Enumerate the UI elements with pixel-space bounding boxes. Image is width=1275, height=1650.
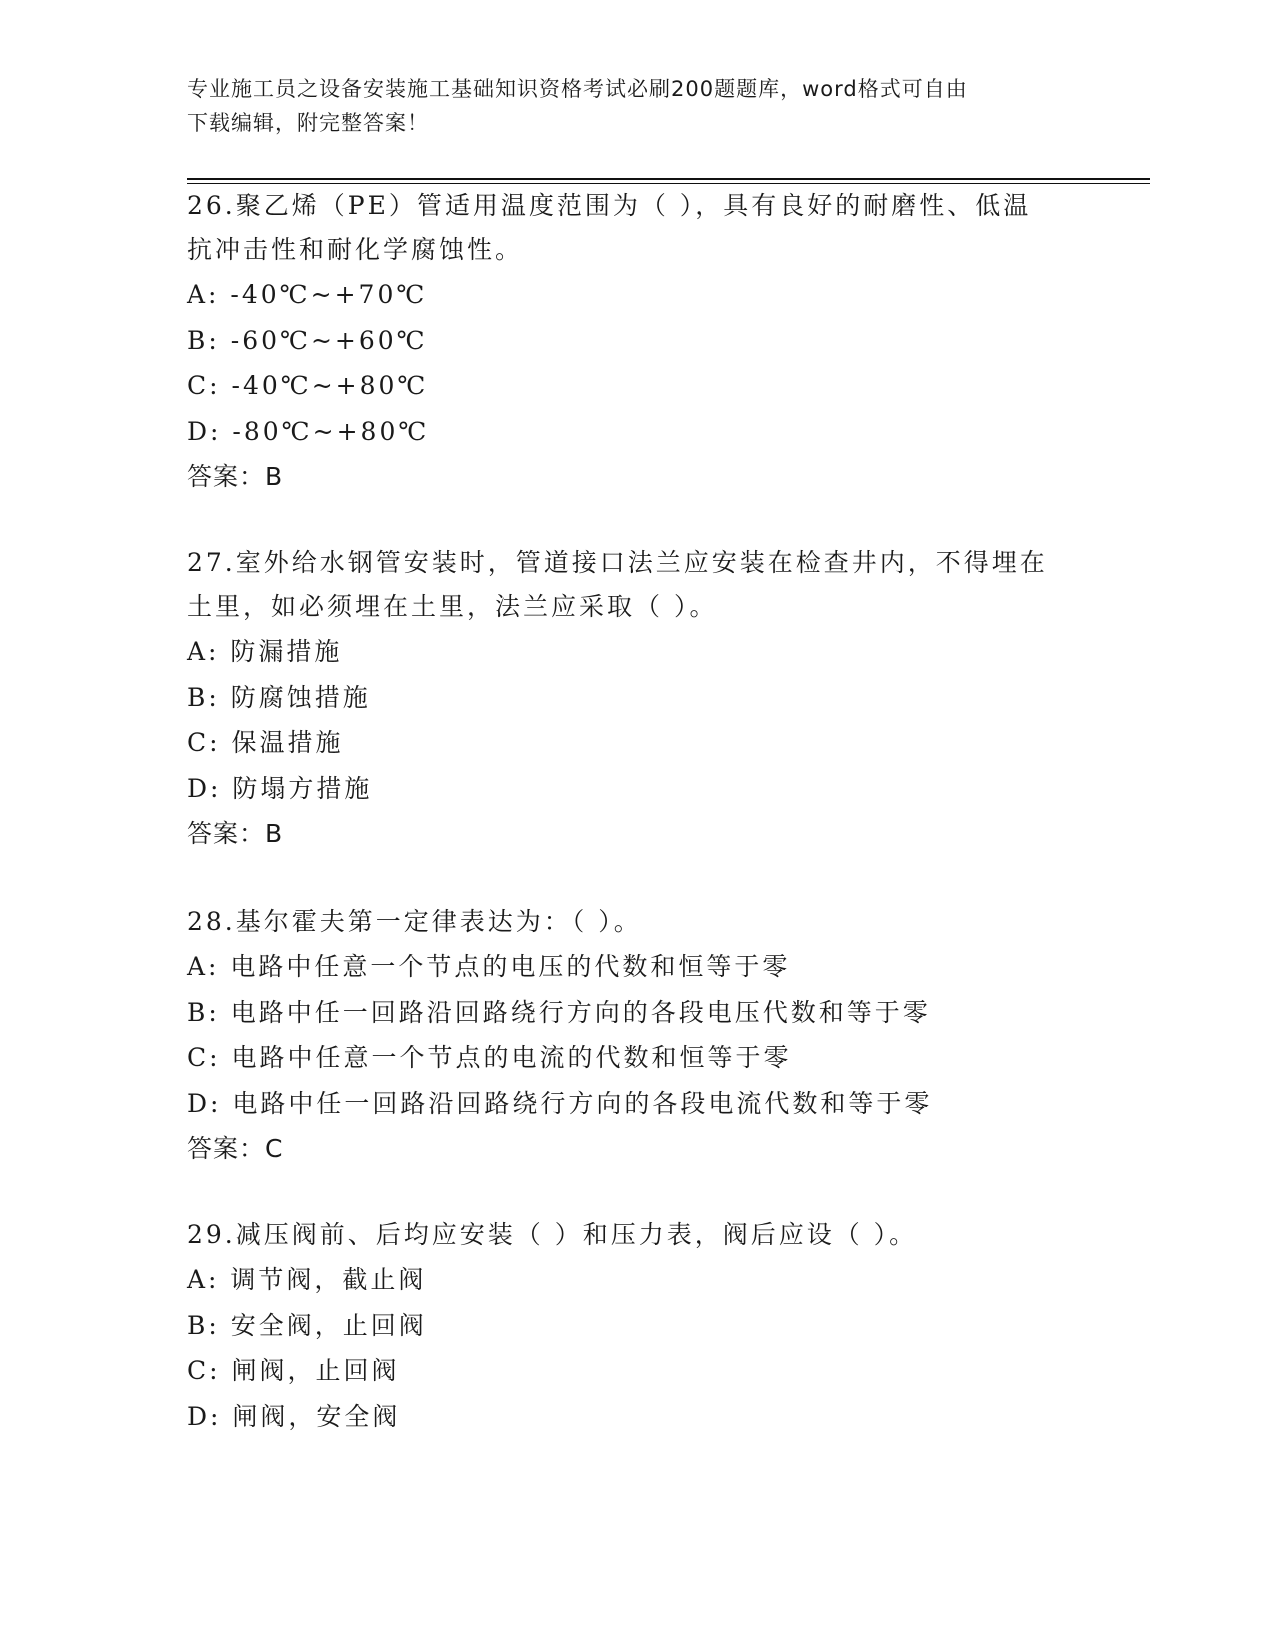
option-b: B: 安全阀，止回阀	[187, 1310, 427, 1340]
header-line-1: 专业施工员之设备安装施工基础知识资格考试必刷200题题库，word格式可自由	[187, 77, 968, 101]
answer-label: 答案：B	[187, 462, 284, 491]
option-d: D: 防塌方措施	[187, 773, 373, 803]
question-stem-line: 28.基尔霍夫第一定律表达为：（ ）。	[187, 907, 642, 936]
option-c: C: 闸阀，止回阀	[187, 1356, 400, 1385]
option-d: D: 闸阀，安全阀	[187, 1401, 401, 1431]
header-divider-top	[187, 178, 1150, 180]
option-a: A: -40℃~+70℃	[187, 280, 428, 309]
question-stem-line: 抗冲击性和耐化学腐蚀性。	[187, 235, 524, 264]
option-d: D: 电路中任一回路沿回路绕行方向的各段电流代数和等于零	[187, 1088, 933, 1118]
question-28	[187, 900, 1087, 1172]
option-c: C: 电路中任意一个节点的电流的代数和恒等于零	[187, 1043, 792, 1072]
option-a: A: 防漏措施	[187, 637, 343, 666]
document-header	[187, 72, 1087, 140]
question-stem-line: 29.减压阀前、后均应安装（ ）和压力表，阀后应设（ ）。	[187, 1220, 918, 1249]
option-a: A: 调节阀，截止阀	[187, 1265, 427, 1294]
answer-label: 答案：C	[187, 1134, 284, 1163]
option-b: B: 防腐蚀措施	[187, 682, 371, 712]
question-stem-line: 26.聚乙烯（PE）管适用温度范围为（ ），具有良好的耐磨性、低温	[187, 191, 1032, 220]
question-stem-line: 土里，如必须埋在土里，法兰应采取（ ）。	[187, 592, 718, 621]
option-a: A: 电路中任意一个节点的电压的代数和恒等于零	[187, 952, 791, 981]
option-d: D: -80℃~+80℃	[187, 416, 430, 446]
question-29	[187, 1213, 1087, 1439]
option-c: C: 保温措施	[187, 728, 344, 757]
question-27	[187, 541, 1087, 857]
answer-label: 答案：B	[187, 819, 284, 848]
question-26	[187, 184, 1087, 500]
header-line-2: 下载编辑，附完整答案！	[187, 111, 429, 135]
option-c: C: -40℃~+80℃	[187, 371, 429, 400]
option-b: B: 电路中任一回路沿回路绕行方向的各段电压代数和等于零	[187, 997, 931, 1027]
option-b: B: -60℃~+60℃	[187, 325, 428, 355]
question-stem-line: 27.室外给水钢管安装时，管道接口法兰应安装在检查井内，不得埋在	[187, 548, 1048, 577]
